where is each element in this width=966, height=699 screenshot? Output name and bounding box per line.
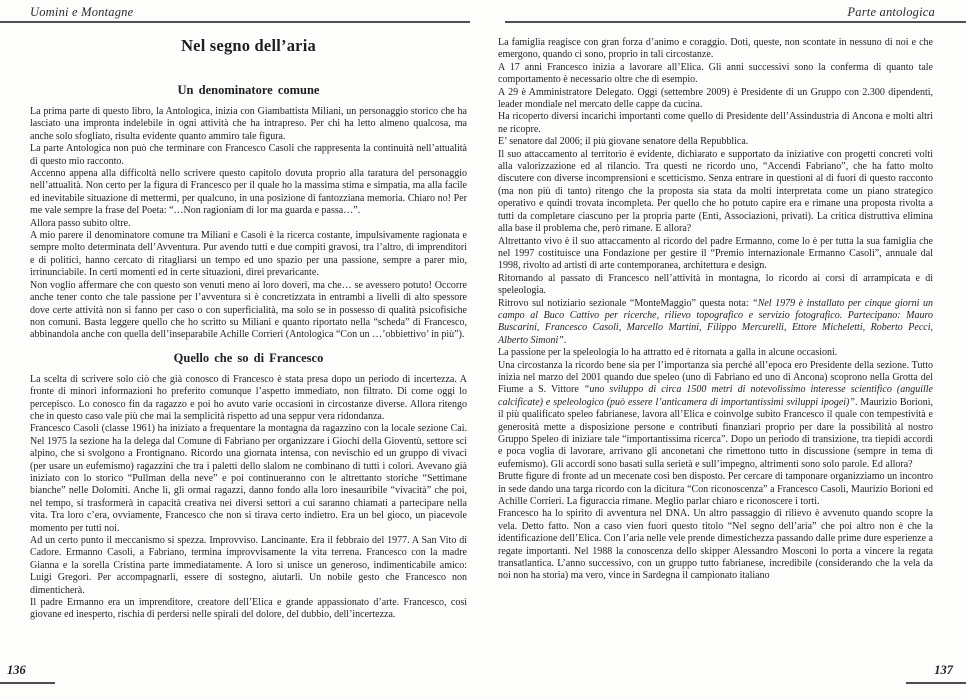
paragraph: La passione per la speleologia lo ha attratto ed è ritornata a galla in alcune occasioni. (498, 347, 838, 359)
section-quello-che-so-di-francesco (30, 351, 467, 622)
paragraph: Ha ricoperto diversi incarichi importanti come quello di Presidente dell’Assindustria di Ancona e molti altri ne ricopre. (498, 111, 933, 135)
running-header-left: Uomini e Montagne (30, 5, 134, 19)
page-number-right: 137 (934, 663, 953, 677)
paragraph: Non voglio affermare che con questo son venuti meno ai loro doveri, ma che… se avessero potuto! Occorre anche tener conto che tale passione per l’avventura si è concretizzata in entrambi a livelli di alto spessore dove certe attività non si fanno per caso o con superficialità, ma solo se in possesso di qualità psicofisiche non comuni. Basta leggere quello che ho scritto su Miliani e quanto riportato nella “scheda” di Francesco, abbinandola anche con quella dell’inseparabile Achille Corrieri (Antologica “Con un …’obbiettivo’ in più”). (30, 279, 467, 341)
paragraph: Accenno appena alla difficoltà nello scrivere questo capitolo dovuta proprio alla taratura del personaggio nell’attualità. Non certo per la figura di Francesco per il quale ho la massima stima e simpatia, ma alla facile ed inevitabile situazione di mettermi, per qualcuno, in una posizione di fantozziana memoria. Chiaro no! Per me vale sempre la frase del Poeta: “…Non ragioniam di lor ma guarda e passa…”. (30, 168, 467, 217)
header-rule-right (505, 21, 966, 23)
paragraph: A 17 anni Francesco inizia a lavorare all’Elica. Gli anni successivi sono la conferma di quanto tale comportamento è necessario oltre che di esempio. (498, 61, 933, 86)
page-number-left: 136 (7, 663, 26, 677)
paragraph: Ritornando al passato di Francesco nell’attività in montagna, lo ricordo ai corsi di arrampicata e di speleologia. (498, 272, 933, 297)
paragraph: La prima parte di questo libro, la Antologica, inizia con Giambattista Miliani, un personaggio storico che ha lasciato una impronta indelebile in ogni attività che ha intrapreso. Per chi ha letto almeno qualcosa, ma anche solo sfogliato, risulta evidente quanto ammiro tale figura. (30, 106, 467, 142)
header-rule-left (0, 21, 470, 23)
paragraph: Brutte figure di fronte ad un mecenate così ben disposto. Per cercare di tamponare organizziamo un incontro in sede dando una targa ricordo con la dicitura “Con riconoscenza” a Francesco Casoli, Maurizio Borioni ed Achille Corrieri. La figuraccia rimane. Meglio parlar chiaro e riconoscere i torti. (498, 471, 933, 508)
paragraph: Una circostanza la ricordo bene sia per l’importanza sia perché all’epoca ero Presidente della sezione. Tutto inizia nel marzo del 2001 quando due speleo (uno di Fabriano ed uno di Ancona) scoprono nella Grotta del Fiume a S. Vittore “uno sviluppo di circa 1500 metri di notevolissimo interesse scientifico (anguille calcificate) e speleologico (può essere l’anticamera di importantissimi sviluppi ipogei)”. Maurizio Borioni, il più qualificato speleo fabrianese, lavora all’Elica e coinvolge subito Francesco il quale con tempestività e generosità mette a disposizione persone e contributi finanziari proprio per dare la possibilità al nostro Gruppo Speleo di iniziare tale “importantissima ricerca”. Dopo un periodo di transizione, tra tiepidi accordi e poca voglia di lavorare, arrivano gli anconetani che rimettono tutto in discussione (sempre in tema di eufemismo). Gli accordi sono basati sulla serietà e sull’impegno, altrimenti sono solo parole. Ed allora? (498, 359, 933, 470)
running-header-right: Parte antologica (847, 5, 935, 19)
paragraph: La parte Antologica non può che terminare con Francesco Casoli che rappresenta la continuità nell’attualità di questo mio racconto. (30, 143, 467, 167)
page-body (498, 37, 933, 583)
left-text-column (30, 32, 467, 622)
paragraph: Allora passo subito oltre. (30, 217, 131, 229)
paragraph: Il suo attaccamento al territorio è evidente, dichiarato e supportato da iniziative con progetti concreti volti alla valorizzazione ed al rilancio. Tra questi ne ricordo uno, “Accendi Fabriano”, che ha fatto molto discutere con diverse incomprensioni e scetticismo. Senza entrare in questioni al di fuori di questo racconto (ma non più di tanto) ritengo che la proposta sia stata da molti interpretata come un piano strategico operativo e quindi trovata incompleta. Per quello che ho potuto capire era e rimane una proposta rivolta a tutti da completare ciascuno per la propria parte (Enti, Associazioni, privati). La critica distruttiva elimina alla base il problema che, però rimane. E allora? (498, 148, 933, 235)
paragraph: Francesco Casoli (classe 1961) ha iniziato a frequentare la montagna da ragazzino con la locale sezione Cai. Nel 1975 la sezione ha la delega dal Comune di Fabriano per organizzare i Giochi della Gioventù, settore sci alpino, che si svolgono a Frontignano. Ricordo una giornata intensa, con nevischio ed un gruppo di vivaci (per usare un eufemismo) ragazzini che tra i paletti dello slalom ne combinano di tutti i colori. Avevano già iniziato con lo storico “Pullman della neve” e poi continueranno con le altrettanto storiche “Settimane bianche” nelle Dolomiti. Anche lì, gli ormai ragazzi, danno fondo alla loro inesauribile “vivacità” che poi, nel tempo, si trasformerà in capacità creativa nei diversi settori a cui saranno chiamati a partecipare nella vita. Tra loro c’era, ovviamente, Francesco che non si tirava certo indietro. Era un bel gioco, un piacevole momento per tutti noi. (30, 423, 467, 534)
section-heading: Un denominatore comune (177, 83, 320, 97)
paragraph: Altrettanto vivo è il suo attaccamento al ricordo del padre Ermanno, come lo è per tutta la sua famiglia che nel 1997 costituisce una Fondazione per gestire il “Premio internazionale Ermanno Casoli”, annuale dal 1998, rivolto ad artisti di arte contemporanea, architettura e design. (498, 235, 933, 272)
paragraph: A 29 è Amministratore Delegato. Oggi (settembre 2009) è Presidente di un Gruppo con 2.300 dipendenti, leader mondiale nel mercato delle cappe da cucina. (498, 86, 933, 111)
section-un-denominatore-comune (30, 83, 467, 342)
section-body (30, 374, 467, 622)
chapter-title: Nel segno dell’aria (181, 36, 316, 55)
paragraph: Ad un certo punto il meccanismo si spezza. Improvviso. Lancinante. Era il febbraio del 1977. A San Vito di Cadore. Ermanno Casoli, a Fabriano, termina improvvisamente la vita terrena. Francesco con la madre Gianna e la sorella Cristina parte immediatamente. A loro si unisce un generoso, indimenticabile amico: Luigi Gregori. Per accompagnarli, essere di sostegno, aiutarli. Un nobile gesto che Francesco non dimenticherà. (30, 535, 467, 596)
right-page (483, 0, 966, 699)
paragraph: Francesco ha lo spirito di avventura nel DNA. Un altro passaggio di rilievo è avvenuto quando scopre la vela. Detto fatto. Non a caso vien fuori questo titolo “Nel segno dell’aria” che poi altro non è che la identificazione dell’Elica. Con l’aria nelle vele prende dimestichezza passando dalle prime dure esperienze a regate importanti. Nel 1988 la conoscenza dello skipper Alessandro Mosconi lo porta a vincere la regata transatlantica. L’anno successivo, con un gruppo tutto fabrianese, incredibile (considerando che la vela da noi non ha storia) ma vero, vince in Sardegna il campionato italiano (498, 508, 933, 582)
section-body (30, 106, 467, 342)
page-number-rule-right (906, 682, 966, 684)
right-text-column (498, 37, 933, 583)
paragraph: La scelta di scrivere solo ciò che già conosco di Francesco è stata presa dopo un periodo di incertezza. A fronte di minori informazioni ho preferito comunque l’aspetto immediato, non filtrato. Di come oggi lo percepisco. Lo conosco fin da ragazzo e poi ho avuto varie occasioni in circostanze diverse. Allora ritengo che in questo caso vale più che mai la semplicità rispetto ad una seppur vera ridondanza. (30, 373, 467, 422)
paragraph: Ritrovo sul notiziario sezionale “MonteMaggio” questa nota: “Nel 1979 è installato per cinque giorni un campo al Buco Cattivo per ricerche, rilievo topografico e servizio fotografico. Partecipano: Mauro Buscarini, Francesco Casoli, Marcello Martini, Filippo Mercurelli, Ettore Micheletti, Roberto Pecci, Alberto Simoni”. (498, 297, 933, 346)
paragraph: E’ senatore dal 2006; il più giovane senatore della Repubblica. (498, 136, 749, 148)
paragraph: A mio parere il denominatore comune tra Miliani e Casoli è la ricerca costante, impulsivamente ragionata e sempre molto determinata dell’Avventura. Pur avendo tutti e due compiti gravosi, tra l’altro, di imprenditori e di politici, hanno cercato di ritagliarsi un tempo ed uno spazio per una passione, sempre a parer mio, irrinunciabile. In certi momenti ed in certe situazioni, direi prevaricante. (30, 230, 467, 279)
page-number-rule-left (0, 682, 55, 684)
paragraph: La famiglia reagisce con gran forza d’animo e coraggio. Doti, queste, non scontate in nessuno di noi e che emergono, quando ci sono, proprio in tali circostanze. (498, 37, 933, 61)
paragraph: Il padre Ermanno era un imprenditore, creatore dell’Elica e grande appassionato d’arte. Francesco, così giovane ed inesperto, rischia di perdersi nelle spirali del dolore, del dubbio, dell’incertezza. (30, 597, 467, 621)
section-heading: Quello che so di Francesco (173, 350, 324, 365)
